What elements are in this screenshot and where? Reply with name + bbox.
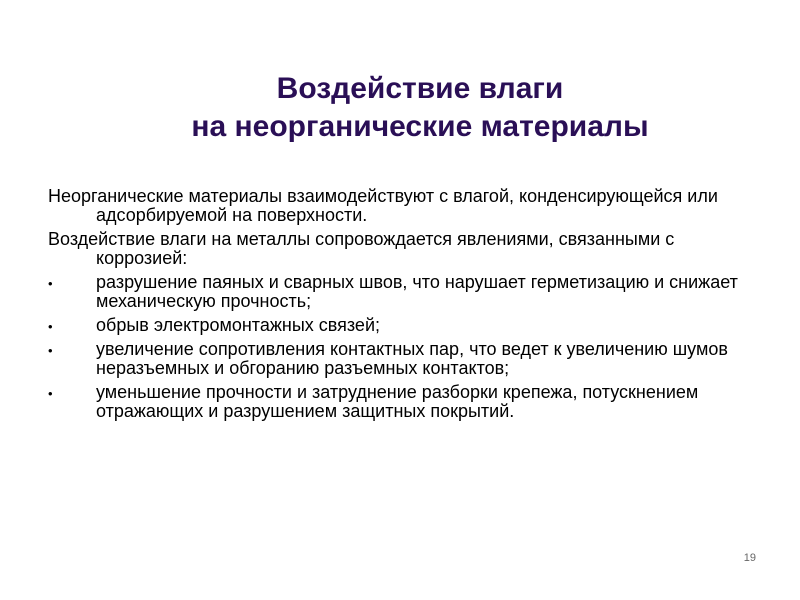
page-number: 19 [743, 552, 756, 564]
bullet-icon: • [48, 386, 53, 401]
bullet-icon: • [48, 319, 53, 334]
paragraph-inorganic-materials: Неорганические материалы взаимодействуют с влагой, конденсирующейся или адсорбируемой на поверхности. [48, 186, 718, 225]
list-item-text: увеличение сопротивления контактных пар, что ведет к увеличению шумов неразъемных и обгоранию разъемных контактов; [96, 339, 728, 378]
list-item-text: обрыв электромонтажных связей; [96, 315, 381, 335]
paragraph-metals-corrosion: Воздействие влаги на металлы сопровождается явлениями, связанными с коррозией: [48, 229, 675, 268]
list-item-text: разрушение паяных и сварных швов, что нарушает герметизацию и снижает механическую прочность; [96, 272, 738, 311]
list-item [48, 273, 768, 311]
list-item-text: уменьшение прочности и затруднение разборки крепежа, потускнением отражающих и разрушением защитных покрытий. [96, 382, 699, 421]
list-item [48, 340, 768, 378]
slide-title-line-1: Воздействие влаги [276, 72, 564, 105]
list-item [48, 316, 768, 335]
slide-title [0, 70, 800, 146]
bullet-icon: • [48, 276, 53, 291]
corrosion-effects-list [48, 273, 768, 421]
slide-body [48, 187, 768, 426]
list-item [48, 383, 768, 421]
slide-title-line-2: на неорганические материалы [191, 110, 649, 143]
bullet-icon: • [48, 343, 53, 358]
